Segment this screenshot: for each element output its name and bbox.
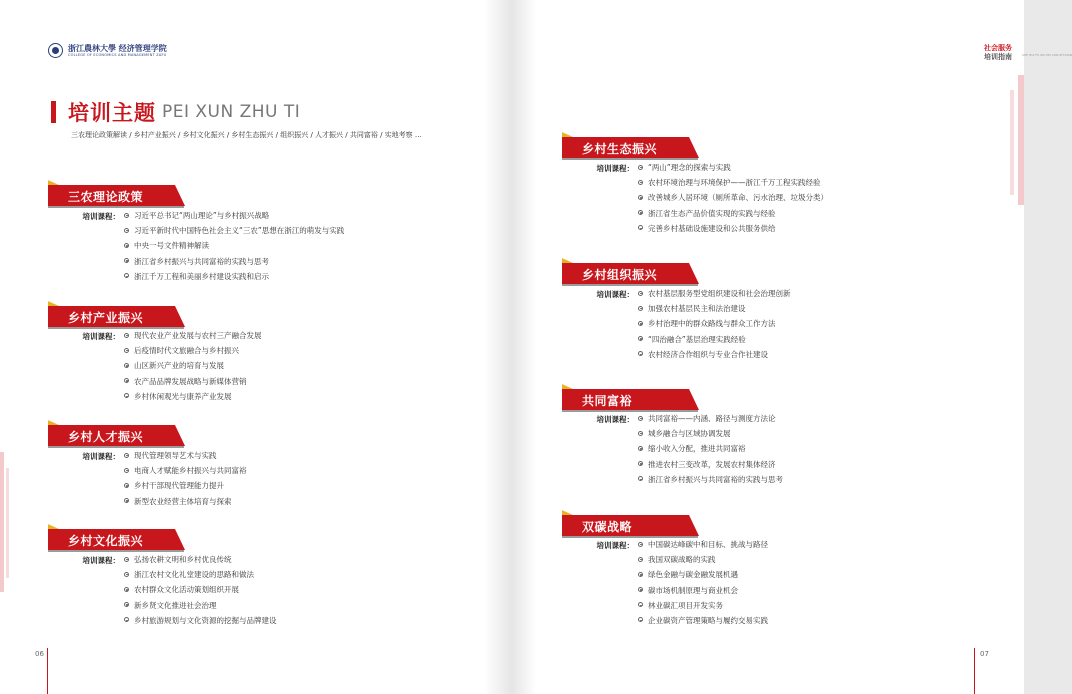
circle-bullet-icon [124, 258, 129, 263]
course-list [638, 289, 791, 365]
course-block [72, 555, 277, 631]
course-block [586, 163, 828, 239]
course-item-text: 推进农村三变改革，发展农村集体经济 [648, 459, 776, 469]
corner-label-line1: 社会服务 [984, 44, 1012, 52]
course-item [124, 466, 247, 481]
circle-bullet-icon [124, 393, 129, 398]
course-list [124, 331, 262, 407]
course-item [638, 444, 783, 459]
course-item [638, 429, 783, 444]
course-item-text: 共同富裕——内涵、路径与测度方法论 [648, 414, 776, 423]
course-item-text: 浙江农村文化礼堂建设的思路和做法 [134, 570, 254, 580]
circle-bullet-icon [638, 476, 643, 481]
circle-bullet-icon [124, 453, 129, 458]
page-number: 06 [35, 650, 44, 658]
circle-bullet-icon [124, 333, 129, 338]
course-item [124, 601, 277, 616]
circle-bullet-icon [638, 416, 643, 421]
course-block [586, 540, 768, 631]
course-item-text: 乡村休闲观光与康养产业发展 [134, 391, 232, 401]
course-list [638, 414, 783, 490]
corner-label-line2: 培训指南 [984, 53, 1012, 61]
section-underline [48, 446, 184, 448]
topics-subtitle: 三农理论政策解读 / 乡村产业振兴 / 乡村文化振兴 / 乡村生态振兴 / 组织振兴 / 人才振兴 / 共同富裕 / 实地考察 … [71, 131, 422, 139]
circle-bullet-icon [638, 225, 643, 230]
page-gutter-shadow [512, 0, 536, 694]
course-item-text: 农产品品牌发展战略与新媒体营销 [134, 376, 247, 386]
circle-bullet-icon [638, 572, 643, 577]
course-item-text: 加强农村基层民主和法治建设 [648, 304, 746, 314]
decorative-stripe [1018, 75, 1024, 205]
decorative-stripe [1010, 90, 1014, 195]
logo-text-en: COLLEGE OF ECONOMICS AND MANAGEMENT ZAFU [68, 52, 167, 57]
circle-bullet-icon [124, 557, 129, 562]
course-item [638, 570, 768, 585]
course-item [124, 377, 262, 392]
course-item [124, 226, 344, 241]
section-underline [562, 284, 698, 286]
circle-bullet-icon [638, 431, 643, 436]
course-item [124, 361, 262, 376]
section-title: 三农理论政策 [68, 190, 144, 204]
page-gutter-shadow [484, 0, 512, 694]
course-item-text: 乡村治理中的群众路线与群众工作方法 [648, 319, 776, 329]
section-underline [48, 206, 184, 208]
course-item [124, 451, 247, 466]
course-item-text: 林业碳汇项目开发实务 [648, 600, 723, 610]
page-number-rule [47, 648, 48, 694]
section-underline [48, 550, 184, 552]
page-number: 07 [980, 650, 989, 658]
course-item [124, 392, 262, 407]
circle-bullet-icon [638, 446, 643, 451]
course-item [124, 616, 277, 631]
section-underline [562, 410, 698, 412]
course-item-text: 浙江省生态产品价值实现的实践与经验 [648, 208, 776, 218]
course-item [638, 209, 828, 224]
course-item-text: 完善乡村基础设施建设和公共服务供给 [648, 223, 776, 233]
course-item [638, 178, 828, 193]
course-item-text: 乡村旅游规划与文化资源的挖掘与品牌建设 [134, 615, 277, 625]
course-item [638, 163, 828, 178]
title-accent-bar [51, 101, 56, 123]
course-item-text: 新型农业经营主体培育与探索 [134, 496, 232, 506]
decorative-stripe [6, 468, 9, 578]
circle-bullet-icon [638, 165, 643, 170]
course-item-text: 浙江省乡村振兴与共同富裕的实践与思考 [648, 474, 783, 484]
circle-bullet-icon [638, 180, 643, 185]
course-block [72, 331, 262, 407]
course-item [124, 331, 262, 346]
course-item [638, 289, 791, 304]
course-item-text: 中央一号文件精神解读 [134, 241, 209, 251]
course-label: 培训课程： [82, 556, 120, 565]
circle-bullet-icon [124, 587, 129, 592]
course-item [124, 481, 247, 496]
course-list [638, 163, 828, 239]
logo-text-cn: 浙江農林大學 经济管理学院 [68, 43, 167, 53]
circle-bullet-icon [124, 213, 129, 218]
course-item-text: 现代农业产业发展与农村三产融合发展 [134, 331, 262, 340]
corner-label-pinyin: SHE HUI FU WU PEI XUN ZHI NAN [1022, 53, 1072, 57]
course-item-text: 中国碳达峰碳中和目标、挑战与路径 [648, 540, 768, 549]
circle-bullet-icon [638, 587, 643, 592]
circle-bullet-icon [638, 195, 643, 200]
course-item [124, 257, 344, 272]
section-underline [562, 158, 698, 160]
circle-bullet-icon [638, 321, 643, 326]
course-item-text: “四治融合”基层治理实践经验 [648, 334, 746, 344]
course-list [124, 555, 277, 631]
course-block [586, 289, 791, 365]
section-title: 共同富裕 [582, 394, 633, 408]
course-label: 培训课程： [82, 212, 120, 221]
course-item [124, 272, 344, 287]
corner-label [984, 44, 1072, 62]
course-item-text: 山区新兴产业的培育与发展 [134, 361, 224, 371]
section-title: 乡村人才振兴 [68, 430, 144, 444]
course-item-text: 碳市场机制原理与商业机会 [648, 585, 738, 595]
course-item [638, 304, 791, 319]
circle-bullet-icon [638, 461, 643, 466]
circle-bullet-icon [124, 228, 129, 233]
section-title: 双碳战略 [582, 520, 633, 534]
course-list [638, 540, 768, 631]
course-block [72, 451, 247, 512]
course-item-text: “两山”理念的探索与实践 [648, 163, 731, 172]
course-item [124, 211, 344, 226]
course-label: 培训课程： [82, 332, 120, 341]
decorative-stripe [0, 452, 4, 592]
circle-bullet-icon [638, 306, 643, 311]
course-item-text: 后疫情时代文旅融合与乡村振兴 [134, 346, 239, 356]
circle-bullet-icon [638, 351, 643, 356]
section-title: 乡村生态振兴 [582, 142, 658, 156]
course-label: 培训课程： [596, 164, 634, 173]
course-item [638, 475, 783, 490]
circle-bullet-icon [638, 291, 643, 296]
course-item-text: 电商人才赋能乡村振兴与共同富裕 [134, 466, 247, 476]
section-title: 乡村组织振兴 [582, 268, 658, 282]
course-item-text: 我国双碳战略的实践 [648, 555, 716, 565]
course-item [638, 586, 768, 601]
course-item [638, 193, 828, 208]
circle-bullet-icon [638, 557, 643, 562]
course-item-text: 乡村干部现代管理能力提升 [134, 481, 224, 491]
course-item [638, 414, 783, 429]
section-underline [562, 536, 698, 538]
circle-bullet-icon [124, 348, 129, 353]
course-item [124, 555, 277, 570]
course-item [638, 555, 768, 570]
circle-bullet-icon [124, 483, 129, 488]
course-list [124, 211, 344, 287]
university-seal-icon [48, 43, 63, 58]
course-item-text: 习近平新时代中国特色社会主义“三农”思想在浙江的萌发与实践 [134, 226, 345, 236]
circle-bullet-icon [124, 498, 129, 503]
course-item-text: 浙江省乡村振兴与共同富裕的实践与思考 [134, 256, 269, 266]
course-item-text: 弘扬农耕文明和乡村优良传统 [134, 555, 232, 564]
circle-bullet-icon [124, 363, 129, 368]
circle-bullet-icon [638, 210, 643, 215]
course-block [72, 211, 344, 287]
page-title [51, 97, 300, 127]
course-item [638, 335, 791, 350]
title-pinyin: PEI XUN ZHU TI [162, 102, 301, 122]
course-item [124, 346, 262, 361]
circle-bullet-icon [638, 617, 643, 622]
course-item [638, 460, 783, 475]
course-block [586, 414, 783, 490]
course-list [124, 451, 247, 512]
circle-bullet-icon [124, 378, 129, 383]
course-item-text: 农村经济合作组织与专业合作社建设 [648, 349, 768, 359]
circle-bullet-icon [124, 273, 129, 278]
course-item-text: 农村基层服务型党组织建设和社会治理创新 [648, 289, 791, 298]
course-item-text: 农村环境治理与环境保护——浙江千万工程实践经验 [648, 178, 821, 188]
circle-bullet-icon [638, 336, 643, 341]
course-item-text: 新乡贤文化推进社会治理 [134, 600, 217, 610]
course-label: 培训课程： [82, 452, 120, 461]
circle-bullet-icon [124, 243, 129, 248]
course-item-text: 绿色金融与碳金融发展机遇 [648, 570, 738, 580]
circle-bullet-icon [124, 572, 129, 577]
course-item [638, 601, 768, 616]
section-title: 乡村文化振兴 [68, 534, 144, 548]
course-item [638, 540, 768, 555]
course-item-text: 城乡融合与区域协调发展 [648, 429, 731, 439]
course-item-text: 浙江千万工程和美丽乡村建设实践和启示 [134, 271, 269, 281]
course-item-text: 企业碳资产管理策略与履约交易实践 [648, 615, 768, 625]
course-item [124, 241, 344, 256]
circle-bullet-icon [638, 602, 643, 607]
course-label: 培训课程： [596, 290, 634, 299]
section-underline [48, 327, 184, 329]
title-cn: 培训主题 [68, 101, 156, 125]
circle-bullet-icon [124, 617, 129, 622]
course-item-text: 改善城乡人居环境（厕所革命、污水治理、垃圾分类） [648, 193, 828, 203]
course-label: 培训课程： [596, 541, 634, 550]
course-item-text: 习近平总书记“两山理论”与乡村振兴战略 [134, 211, 270, 220]
course-item [638, 224, 828, 239]
course-item-text: 缩小收入分配，推进共同富裕 [648, 444, 746, 454]
course-item [124, 585, 277, 600]
circle-bullet-icon [638, 542, 643, 547]
course-item [638, 319, 791, 334]
course-item-text: 现代管理领导艺术与实践 [134, 451, 217, 460]
course-label: 培训课程： [596, 415, 634, 424]
page-number-rule [974, 648, 975, 694]
course-item [124, 570, 277, 585]
circle-bullet-icon [124, 468, 129, 473]
course-item [638, 350, 791, 365]
circle-bullet-icon [124, 602, 129, 607]
course-item-text: 农村群众文化活动策划组织开展 [134, 585, 239, 595]
section-title: 乡村产业振兴 [68, 311, 144, 325]
course-item [638, 616, 768, 631]
course-item [124, 497, 247, 512]
college-logo [48, 43, 167, 58]
